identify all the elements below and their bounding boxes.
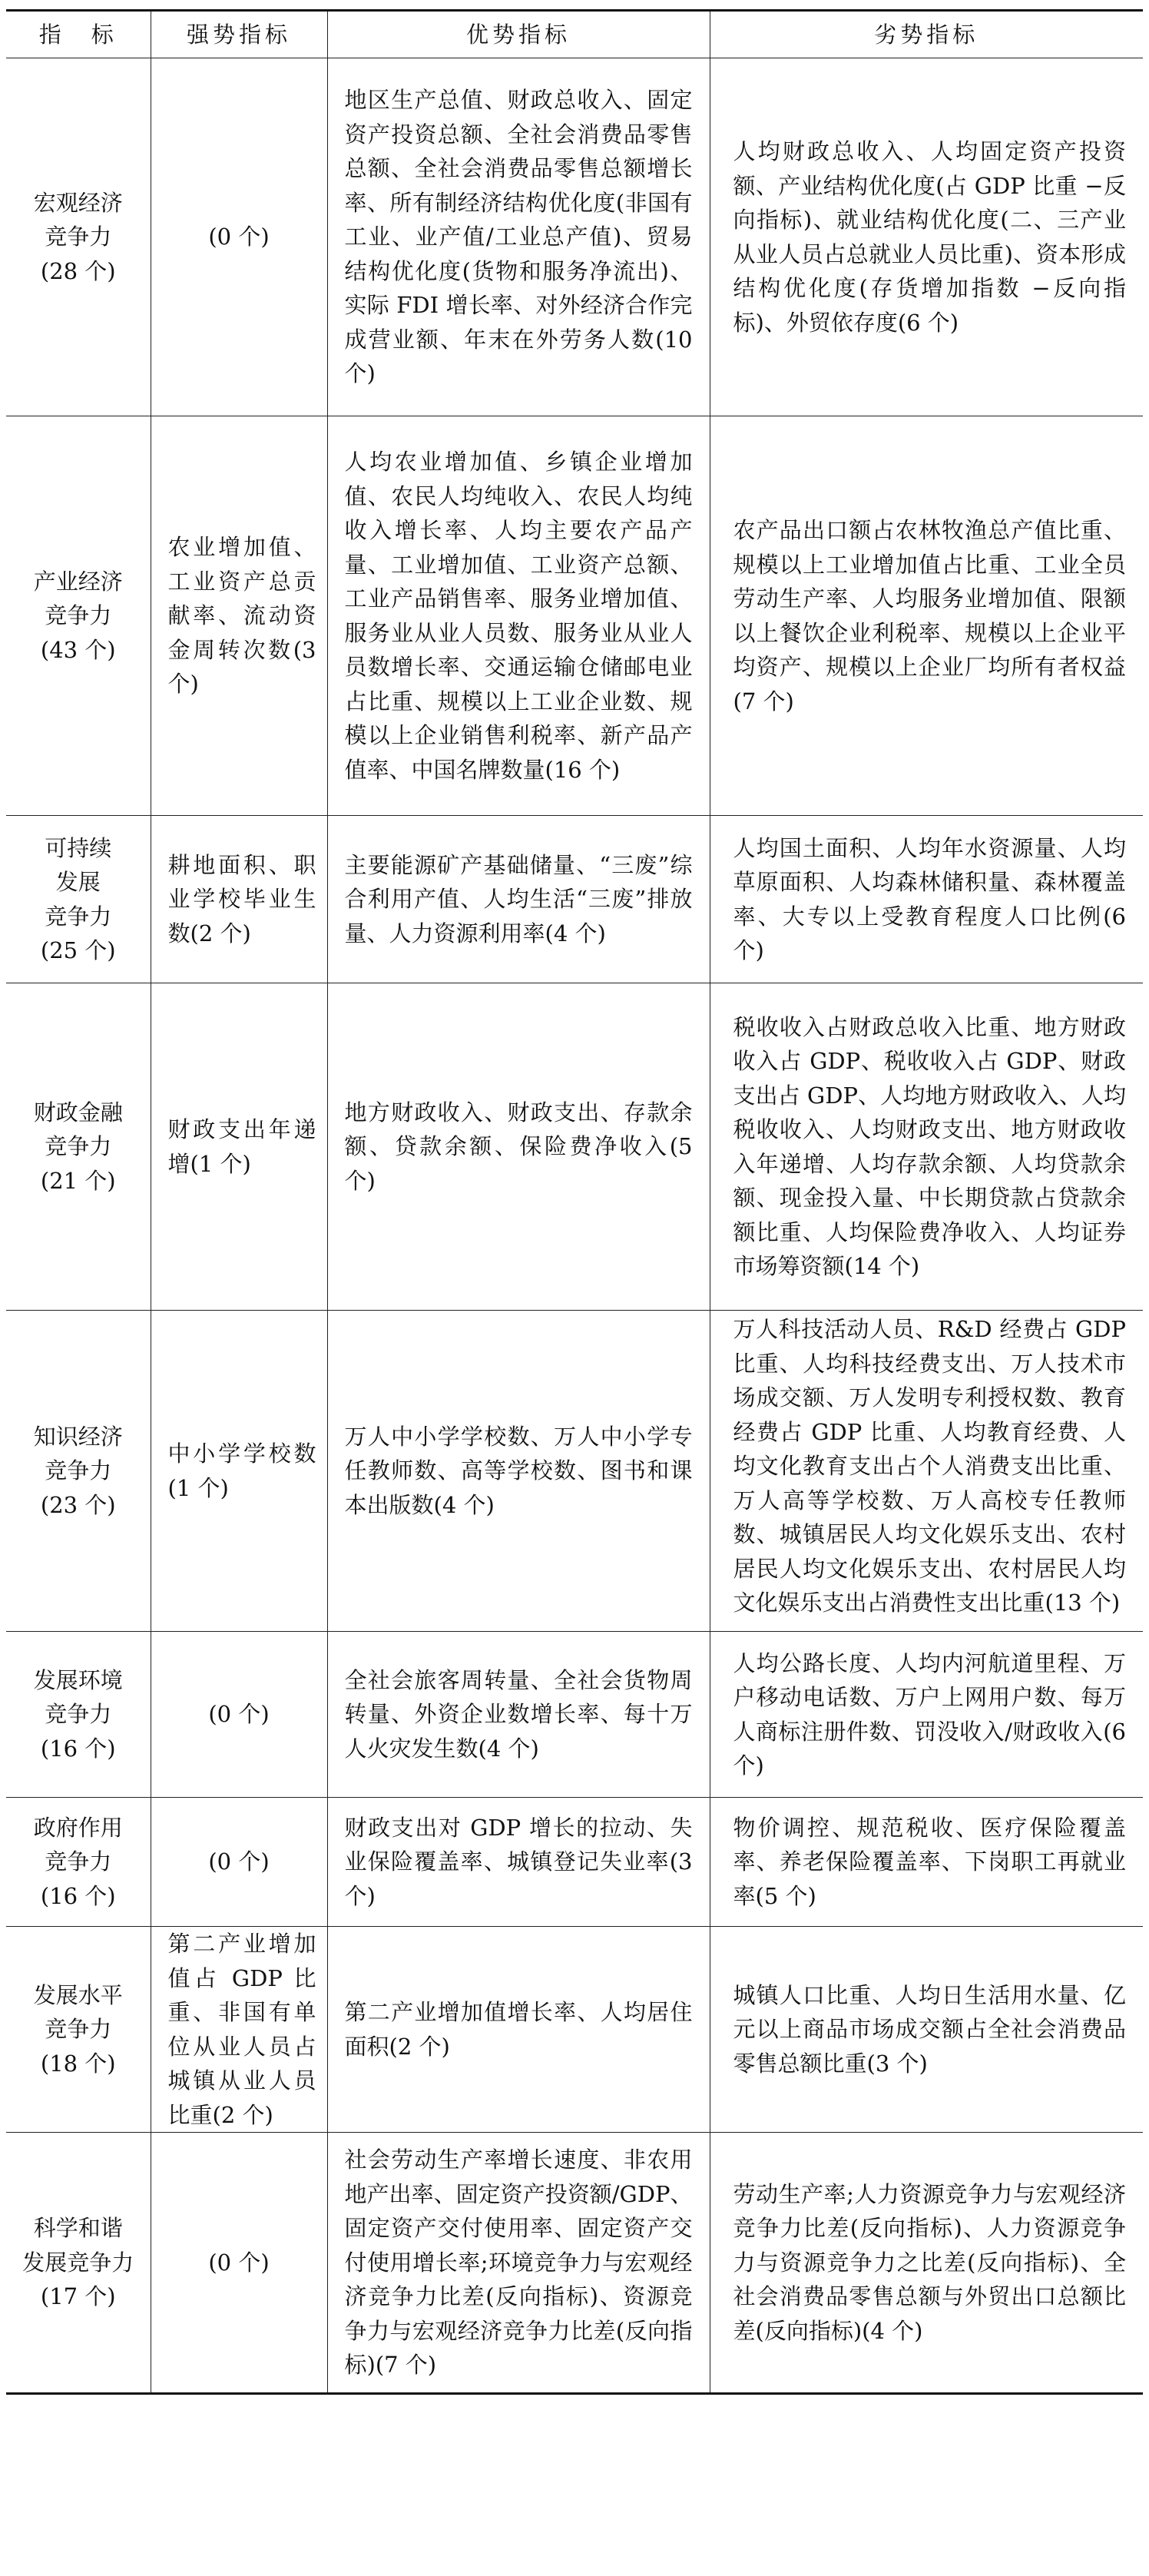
strong-indicators-cell: 农业增加值、工业资产总贡献率、流动资金周转次数(3 个) [151,416,327,816]
disadvantage-indicators-cell: 城镇人口比重、人均日生活用水量、亿元以上商品市场成交额占全社会消费品零售总额比重(3 个) [710,1927,1143,2133]
indicator-name-line: 竞争力 [45,1848,112,1875]
table-row [6,58,1143,416]
indicator-name-line: (16 个) [40,1882,116,1909]
disadvantage-indicators-cell: 劳动生产率;人力资源竞争力与宏观经济竞争力比差(反向指标)、人力资源竞争力与资源竞争力之比差(反向指标)、全社会消费品零售总额与外贸出口总额比差(反向指标)(4 个) [710,2133,1143,2394]
table-row [6,1927,1143,2133]
strong-indicators-cell: (0 个) [151,1798,327,1927]
indicator-name-line: (43 个) [40,636,116,663]
indicator-name-line: 知识经济 [33,1423,123,1450]
indicator-name-cell [6,1798,151,1927]
indicator-name-line: 竞争力 [45,224,112,250]
indicator-name-line: 竞争力 [45,1457,112,1484]
indicator-name-line: 科学和谐 [33,2215,123,2242]
disadvantage-indicators-cell: 人均国土面积、人均年水资源量、人均草原面积、人均森林储积量、森林覆盖率、大专以上受教育程度人口比例(6 个) [710,816,1143,983]
table-row [6,1798,1143,1927]
indicator-name-line: 宏观经济 [33,189,123,216]
indicator-name-cell [6,1632,151,1798]
indicator-name-line: (18 个) [40,2050,116,2077]
indicator-name-line: (23 个) [40,1491,116,1518]
disadvantage-indicators-cell: 人均公路长度、人均内河航道里程、万户移动电话数、万户上网用户数、每万人商标注册件数、罚没收入/财政收入(6 个) [710,1632,1143,1798]
indicator-name-line: 竞争力 [45,903,112,930]
strong-indicators-cell: 耕地面积、职业学校毕业生数(2 个) [151,816,327,983]
advantage-indicators-cell: 地区生产总值、财政总收入、固定资产投资总额、全社会消费品零售总额、全社会消费品零售总额增长率、所有制经济结构优化度(非国有工业、业产值/工业总产值)、贸易结构优化度(货物和服务净流出)、实际 FDI 增长率、对外经济合作完成营业额、年末在外劳务人数(10 个) [327,58,710,416]
table-row [6,1311,1143,1632]
indicator-name-cell [6,983,151,1311]
strong-indicators-cell: 财政支出年递增(1 个) [151,983,327,1311]
advantage-indicators-cell: 第二产业增加值增长率、人均居住面积(2 个) [327,1927,710,2133]
disadvantage-indicators-cell: 万人科技活动人员、R&D 经费占 GDP 比重、人均科技经费支出、万人技术市场成交额、万人发明专利授权数、教育经费占 GDP 比重、人均教育经费、人均文化教育支出占个人消费支出比重、万人高等学校数、万人高校专任教师数、城镇居民人均文化娱乐支出、农村居民人均文化娱乐支出、农村居民人均文化娱乐支出占消费性支出比重(13 个) [710,1311,1143,1632]
disadvantage-indicators-cell: 税收收入占财政总收入比重、地方财政收入占 GDP、税收收入占 GDP、财政支出占 GDP、人均地方财政收入、人均税收收入、人均财政支出、地方财政收入年递增、人均存款余额、人均贷款余额、现金投入量、中长期贷款占贷款余额比重、人均保险费净收入、人均证券市场筹资额(14 个) [710,983,1143,1311]
indicator-name-line: 竞争力 [45,1701,112,1728]
indicator-name-line: 财政金融 [33,1099,123,1126]
table-row [6,816,1143,983]
strong-indicators-cell: 中小学学校数(1 个) [151,1311,327,1632]
header-disadvantage: 劣势指标 [710,11,1143,58]
indicator-name-line: 竞争力 [45,1133,112,1160]
strong-indicators-cell: (0 个) [151,2133,327,2394]
indicator-name-line: 竞争力 [45,2016,112,2043]
indicator-name-line: (21 个) [40,1167,116,1194]
indicator-name-line: 竞争力 [45,602,112,629]
indicator-name-cell [6,416,151,816]
header-indicator: 指 标 [6,11,151,58]
strong-indicators-cell: 第二产业增加值占 GDP 比重、非国有单位从业人员占城镇从业人员比重(2 个) [151,1927,327,2133]
header-advantage: 优势指标 [327,11,710,58]
table-row [6,983,1143,1311]
table-header-row [6,11,1143,58]
indicator-name-line: (17 个) [40,2283,116,2310]
table-row [6,416,1143,816]
indicator-table [6,9,1143,2395]
indicator-name-cell [6,2133,151,2394]
indicator-name-cell [6,58,151,416]
indicator-name-line: (16 个) [40,1735,116,1762]
indicator-name-line: 可持续 [45,834,112,861]
indicator-name-line: 产业经济 [33,568,123,595]
indicator-name-cell [6,816,151,983]
indicator-name-cell [6,1311,151,1632]
strong-indicators-cell: (0 个) [151,1632,327,1798]
advantage-indicators-cell: 社会劳动生产率增长速度、非农用地产出率、固定资产投资额/GDP、固定资产交付使用率、固定资产交付使用增长率;环境竞争力与宏观经济竞争力比差(反向指标)、资源竞争力与宏观经济竞争力比差(反向指标)(7 个) [327,2133,710,2394]
advantage-indicators-cell: 人均农业增加值、乡镇企业增加值、农民人均纯收入、农民人均纯收入增长率、人均主要农产品产量、工业增加值、工业资产总额、工业产品销售率、服务业增加值、服务业从业人员数、服务业从业人员数增长率、交通运输仓储邮电业占比重、规模以上工业企业数、规模以上企业销售利税率、新产品产值率、中国名牌数量(16 个) [327,416,710,816]
strong-indicators-cell: (0 个) [151,58,327,416]
indicator-name-line: (25 个) [40,937,116,963]
disadvantage-indicators-cell: 物价调控、规范税收、医疗保险覆盖率、养老保险覆盖率、下岗职工再就业率(5 个) [710,1798,1143,1927]
advantage-indicators-cell: 主要能源矿产基础储量、“三废”综合利用产值、人均生活“三废”排放量、人力资源利用率(4 个) [327,816,710,983]
indicator-name-line: 发展环境 [33,1666,123,1693]
header-strong: 强势指标 [151,11,327,58]
advantage-indicators-cell: 全社会旅客周转量、全社会货物周转量、外资企业数增长率、每十万人火灾发生数(4 个) [327,1632,710,1798]
advantage-indicators-cell: 财政支出对 GDP 增长的拉动、失业保险覆盖率、城镇登记失业率(3 个) [327,1798,710,1927]
table-row [6,2133,1143,2394]
indicator-name-cell [6,1927,151,2133]
advantage-indicators-cell: 地方财政收入、财政支出、存款余额、贷款余额、保险费净收入(5 个) [327,983,710,1311]
disadvantage-indicators-cell: 人均财政总收入、人均固定资产投资额、产业结构优化度(占 GDP 比重 −反向指标)、就业结构优化度(二、三产业从业人员占总就业人员比重)、资本形成结构优化度(存货增加指数 −反向指标)、外贸依存度(6 个) [710,58,1143,416]
indicator-name-line: (28 个) [40,257,116,284]
indicator-name-line: 发展竞争力 [22,2249,134,2276]
disadvantage-indicators-cell: 农产品出口额占农林牧渔总产值比重、规模以上工业增加值占比重、工业全员劳动生产率、人均服务业增加值、限额以上餐饮企业利税率、规模以上企业平均资产、规模以上企业厂均所有者权益(7 个) [710,416,1143,816]
indicator-name-line: 发展 [55,869,101,895]
indicator-name-line: 发展水平 [33,1981,123,2008]
indicator-name-line: 政府作用 [33,1814,123,1841]
table-row [6,1632,1143,1798]
advantage-indicators-cell: 万人中小学学校数、万人中小学专任教师数、高等学校数、图书和课本出版数(4 个) [327,1311,710,1632]
